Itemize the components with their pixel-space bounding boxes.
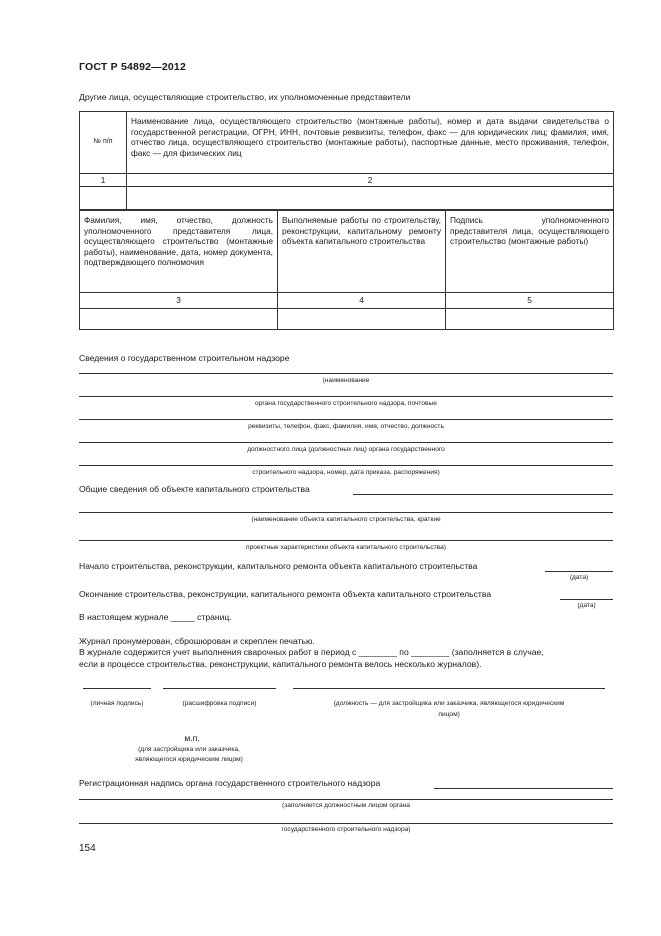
col-num-2: 2 [127,174,614,187]
supervision-hint-5: строительного надзора, номер, дата приказа, распоряжения) [252,469,440,476]
object-label: Общие сведения об объекте капитального строительства [79,484,310,494]
registration-line-3[interactable] [79,823,613,824]
document-header: ГОСТ Р 54892—2012 [79,61,187,73]
col3-header: Фамилия, имя, отчество, должность уполномоченного представителя лица, осуществляющего строительство (монтажные работы), наименование, дата, номер документа, подтверждающего полномочия [80,211,278,293]
registration-line-2[interactable] [79,799,613,800]
others-heading: Другие лица, осуществляющие строительство, их уполномоченные представители [79,92,411,102]
page-number: 154 [79,843,96,854]
col-num-4: 4 [278,293,446,309]
position-hint-1: (должность — для застройщика или заказчика, являющегося юридическим [333,700,565,707]
object-line-3[interactable] [79,540,613,541]
journal-numbered: Журнал пронумерован, сброшюрован и скреплен печатью. [79,636,315,646]
col-num-header: № п/п [80,112,127,174]
object-line-1[interactable] [353,494,613,495]
object-hint-2: проектные характеристики объекта капитального строительства) [246,544,446,551]
start-label: Начало строительства, реконструкции, капитального ремонта объекта капитального строительства [79,561,478,571]
object-hint-1: (наименование объекта капитального строительства, краткие [251,516,441,523]
supervision-line-2[interactable] [79,396,613,397]
others-table-1 [79,111,614,210]
supervision-line-4[interactable] [79,442,613,443]
registration-line-1[interactable] [434,788,613,789]
supervision-line-1[interactable] [79,373,613,374]
col-num-3: 3 [80,293,278,309]
registration-label: Регистрационная надпись органа государственного строительного надзора [79,778,381,788]
supervision-hint-3: реквизиты, телефон, факс, фамилия, имя, отчество, должность [248,423,444,430]
stamp-hint-1: (для застройщика или заказчика, [138,746,240,753]
stamp-place-label: м.п. [184,733,200,743]
end-date-hint: (дата) [577,602,596,609]
position-line[interactable] [293,688,605,689]
decode-signature-line[interactable] [163,688,276,689]
start-date-hint: (дата) [569,574,589,581]
stamp-hint-2: являющегося юридическим лицом) [135,756,243,763]
col-num-1: 1 [80,174,127,187]
end-label: Окончание строительства, реконструкции, капитального ремонта объекта капитального строительства [79,589,492,599]
registration-hint-2: государственного строительного надзора) [281,826,411,833]
col5-header: Подпись уполномоченного представителя лица, осуществляющего строительство (монтажные работы) [446,211,614,293]
supervision-hint-4: должностного лица (должностных лиц) органа государственного [247,446,445,453]
table-cell[interactable] [80,187,127,210]
table-cell[interactable] [278,309,446,330]
object-line-2[interactable] [79,512,613,513]
personal-signature-hint: (личная подпись) [90,700,144,707]
others-table-2 [79,210,614,330]
col4-header: Выполняемые работы по строительству, реконструкции, капитальному ремонту объекта капитального строительства [278,211,446,293]
journal-period-1: В журнале содержится учет выполнения сварочных работ в период с ________ по ________ (заполняется в случае, [79,647,544,657]
personal-signature-line[interactable] [83,688,151,689]
supervision-heading: Сведения о государственном строительном надзоре [79,353,290,363]
end-date-line[interactable] [560,599,613,600]
table-cell[interactable] [80,309,278,330]
supervision-hint-2: органа государственного строительного надзора, почтовые [255,400,437,407]
journal-pages: В настоящем журнале _____ страниц. [79,612,232,622]
start-date-line[interactable] [545,571,613,572]
supervision-line-3[interactable] [79,419,613,420]
supervision-line-5[interactable] [79,465,613,466]
col-num-5: 5 [446,293,614,309]
position-hint-2: лицом) [438,711,460,718]
registration-hint-1: (заполняется должностным лицом органа [282,802,410,809]
table-cell[interactable] [446,309,614,330]
table-cell[interactable] [127,187,614,210]
decode-signature-hint: (расшифровка подписи) [182,700,257,707]
col-info-header: Наименование лица, осуществляющего строительство (монтажные работы), номер и дата выдачи свидетельства о государственной регистрации, ОГРН, ИНН, почтовые реквизиты, телефон, факс — для юридических лиц; фамилия, имя, отчество лица, осуществляющего строительство (монтажные работы), паспортные данные, место проживания, телефон, факс — для физических лиц [127,112,614,174]
supervision-hint-1: (наименование [322,377,370,384]
journal-period-2: если в процессе строительства, реконструкции, капитального ремонта велось несколько журналов). [79,659,482,669]
